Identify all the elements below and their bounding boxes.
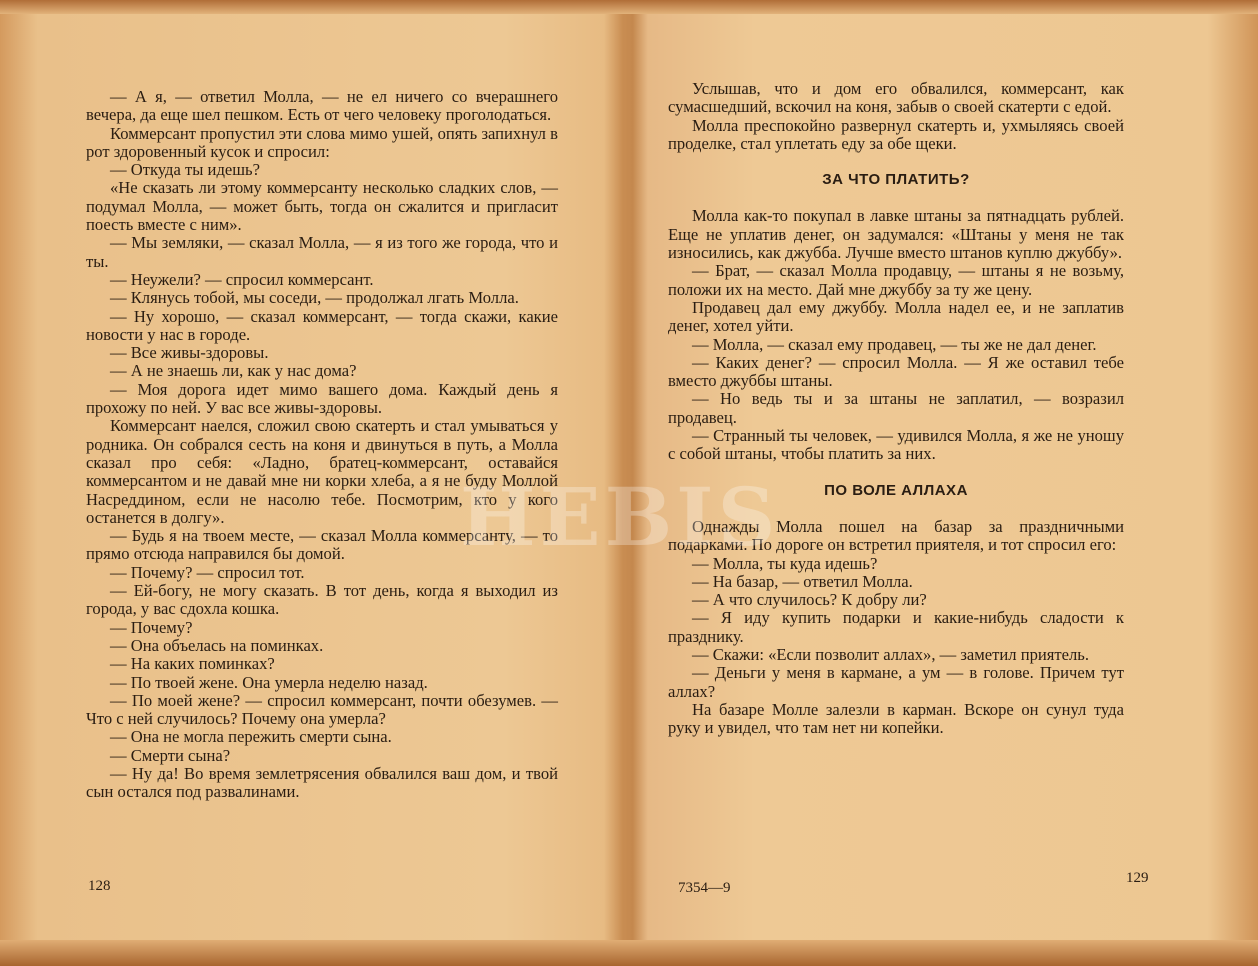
right-page-text [668,80,1124,738]
paragraph: — Ну хорошо, — сказал коммерсант, — тогда скажи, какие новости у нас в городе. [86,306,558,344]
paragraph: Молла преспокойно развернул скатерть и, ухмыляясь своей проделке, стал уплетать еду за обе щеки. [668,115,1124,153]
paragraph: — Странный ты человек, — удивился Молла, я же не уношу с собой штаны, чтобы платить за них. [668,426,1124,464]
paragraph: — Она не могла пережить смерти сына. [110,727,392,747]
paragraph: — На базар, — ответил Молла. [692,571,913,591]
paragraph: Коммерсант наелся, сложил свою скатерть и стал умываться у родника. Он собрался сесть на коня и двинуться в путь, а Молла сказал про себя: «Ладно, братец-коммерсант, оставайся коммерсантом и не давай мне ни корки хлеба, а я не буду Моллой Насреддином, если не насолю тебе. Посмотрим, кто у кого останется в долгу». [86,416,558,527]
paragraph: — На каких поминках? [110,654,275,674]
paragraph: — Будь я на твоем месте, — сказал Молла коммерсанту, — то прямо отсюда направился бы домой. [86,526,558,564]
paragraph: — А не знаешь ли, как у нас дома? [110,361,357,381]
watermark: HEBIS [460,470,780,564]
paragraph: — Я иду купить подарки и какие-нибудь сладости к празднику. [668,608,1124,646]
paragraph: — Почему? — спросил тот. [110,562,305,582]
paragraph: — Клянусь тобой, мы соседи, — продолжал лгать Молла. [110,288,519,308]
paragraph: Продавец дал ему джуббу. Молла надел ее, и не заплатив денег, хотел уйти. [668,297,1124,336]
paragraph: — Моя дорога идет мимо вашего дома. Каждый день я прохожу по ней. У вас все живы-здоровы. [86,379,558,418]
paragraph: — Брат, — сказал Молла продавцу, — штаны я не возьму, положи их на место. Дай мне джуббу за ту же цену. [668,261,1124,299]
paragraph: — Но ведь ты и за штаны не заплатил, — возразил продавец. [668,389,1124,427]
paragraph: Коммерсант пропустил эти слова мимо ушей, опять запихнул в рот здоровенный кусок и спросил: [86,123,558,161]
paragraph: — Молла, — сказал ему продавец, — ты же не дал денег. [692,334,1097,354]
paragraph: — Ну да! Во время землетрясения обвалился ваш дом, и твой сын остался под развалинами. [86,763,558,802]
paragraph: — Все живы-здоровы. [110,343,269,363]
paragraph: — Каких денег? — спросил Молла. — Я же оставил тебе вместо джуббы штаны. [668,352,1124,391]
paragraph: — Почему? [110,617,193,637]
story-title-za-chto-platit: ЗА ЧТО ПЛАТИТЬ? [822,171,970,189]
paragraph: — А что случилось? К добру ли? [692,590,927,610]
right-page-number: 129 [1126,870,1149,886]
paragraph: — Скажи: «Если позволит аллах», — заметил приятель. [692,645,1090,665]
story-title-po-vole-allaha: ПО ВОЛЕ АЛЛАХА [824,481,968,499]
paragraph: — Она объелась на поминках. [110,635,324,655]
paragraph: — Откуда ты идешь? [110,160,260,180]
story-za-chto-platit [668,207,1124,463]
paragraph: — По твоей жене. Она умерла неделю назад. [110,672,428,692]
paragraph: Однажды Молла пошел на базар за праздничными подарками. По дороге он встретил приятеля, и тот спросил его: [668,516,1124,555]
paragraph: — По моей жене? — спросил коммерсант, почти обезумев. — Что с ней случилось? Почему она умерла? [86,690,558,729]
paragraph: — А я, — ответил Молла, — не ел ничего со вчерашнего вечера, да еще шел пешком. Есть от чего человеку проголодаться. [86,87,558,125]
paragraph: Молла как-то покупал в лавке штаны за пятнадцать рублей. Еще не уплатив денег, он задумался: «Штаны у меня не так износились, как джубба. Лучше вместо штанов куплю джуббу». [668,206,1124,263]
paragraph: — Смерти сына? [110,745,231,765]
paragraph: — Ей-богу, не могу сказать. В тот день, когда я выходил из города, у вас сдохла кошка. [86,581,558,619]
paragraph: «Не сказать ли этому коммерсанту несколько сладких слов, — подумал Молла, — может быть, тогда он сжалится и пригласит поесть вместе с ним». [86,178,558,235]
paragraph: — Неужели? — спросил коммерсант. [110,269,374,289]
paragraph: — Деньги у меня в кармане, а ум — в голове. Причем тут аллах? [668,663,1124,701]
paragraph: — Молла, ты куда идешь? [692,553,878,573]
signature-mark: 7354—9 [678,880,731,896]
right-intro [668,80,1124,153]
paragraph: — Мы земляки, — сказал Молла, — я из того же города, что и ты. [86,233,558,271]
left-page-number: 128 [88,878,111,894]
paragraph: На базаре Молле залезли в карман. Вскоре он сунул туда руку и увидел, что там нет ни копейки. [668,699,1124,738]
left-page-text [86,88,558,802]
paragraph: Услышав, что и дом его обвалился, коммерсант, как сумасшедший, вскочил на коня, забыв о своей скатерти с едой. [668,79,1124,117]
